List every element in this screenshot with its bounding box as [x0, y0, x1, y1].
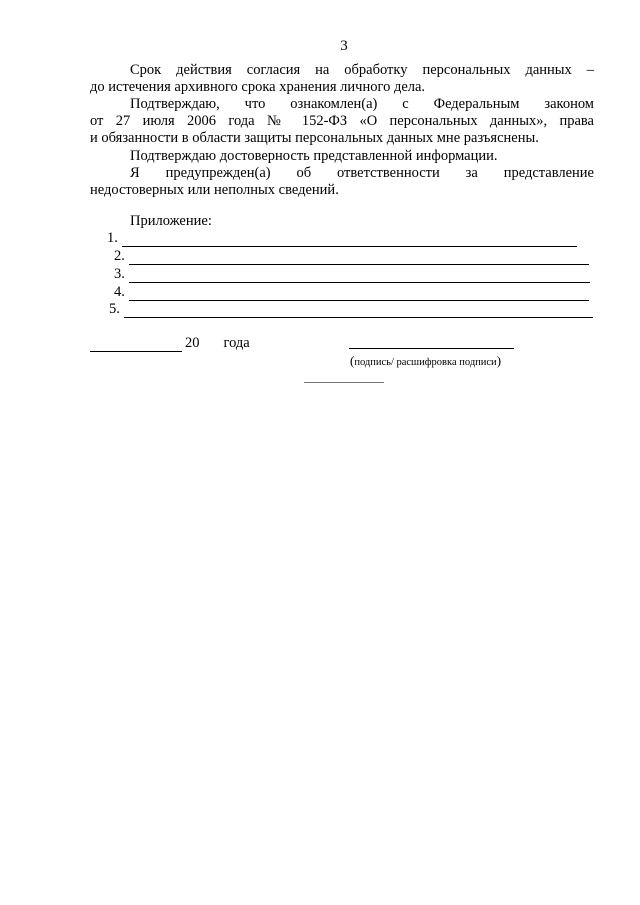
appendix-item-number: 2.: [114, 248, 125, 264]
paragraph-line: недостоверных или неполных сведений.: [90, 182, 339, 198]
appendix-item-number: 1.: [107, 230, 118, 246]
paragraph-line: Срок действия согласия на обработку персональных данных –: [130, 62, 594, 78]
page-number: 3: [340, 38, 348, 54]
date-year-word: года: [223, 335, 250, 351]
paragraph-line: и обязанности в области защиты персональных данных мне разъяснены.: [90, 130, 539, 146]
paragraph-line: до истечения архивного срока хранения личного дела.: [90, 79, 426, 95]
accuracy-paragraph: [90, 148, 594, 165]
paragraph-line: от 27 июля 2006 года № 152-ФЗ «О персональных данных», права: [90, 113, 594, 129]
date-field: [90, 335, 250, 352]
appendix-title: Приложение:: [130, 213, 212, 229]
signature-caption: [350, 353, 501, 369]
appendix-item-blank-line[interactable]: [129, 251, 589, 265]
appendix-item-blank-line[interactable]: [124, 304, 593, 318]
acknowledgement-paragraph: [90, 96, 594, 147]
appendix-item: [114, 284, 589, 301]
date-blank-line[interactable]: [90, 337, 182, 352]
appendix-item-blank-line[interactable]: [129, 287, 589, 301]
appendix-item: [107, 230, 577, 247]
appendix-item-number: 5.: [109, 301, 120, 317]
end-divider: [304, 382, 384, 383]
appendix-item-blank-line[interactable]: [129, 269, 590, 283]
signature-caption-open-paren: (: [350, 353, 355, 368]
appendix-item: [114, 266, 590, 283]
signature-caption-close-paren: ): [496, 353, 502, 368]
paragraph-line: Подтверждаю достоверность представленной информации.: [130, 148, 498, 164]
appendix-item: [114, 248, 589, 265]
consent-term-paragraph: [90, 62, 594, 96]
appendix-item-blank-line[interactable]: [122, 233, 577, 247]
signature-blank-line[interactable]: [349, 348, 514, 349]
signature-caption-text: подпись/ расшифровка подписи: [354, 357, 497, 368]
liability-paragraph: [90, 165, 594, 199]
appendix-item-number: 4.: [114, 284, 125, 300]
date-year-prefix: 20: [185, 335, 200, 351]
appendix-item-number: 3.: [114, 266, 125, 282]
paragraph-line: Я предупрежден(а) об ответственности за представление: [130, 165, 594, 181]
paragraph-line: Подтверждаю, что ознакомлен(а) с Федеральным законом: [130, 96, 594, 112]
appendix-item: [109, 301, 593, 318]
